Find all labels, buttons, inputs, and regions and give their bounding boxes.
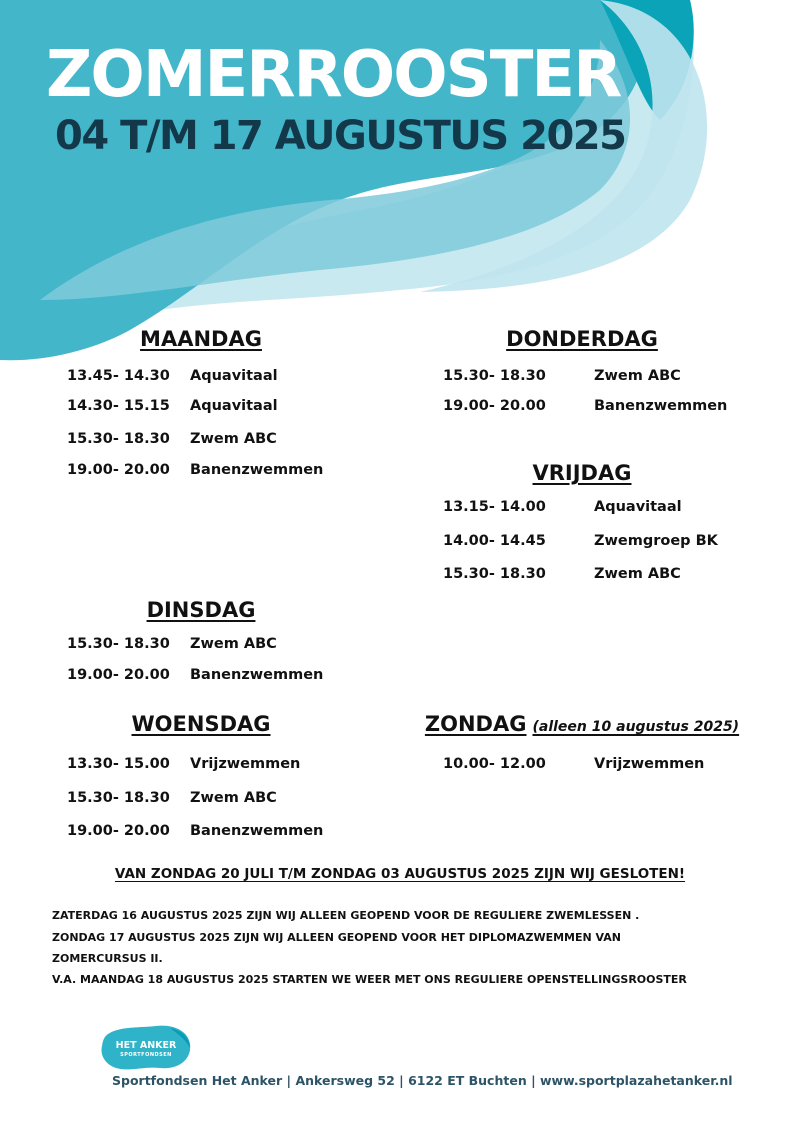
activity-name: Zwem ABC [594, 368, 681, 384]
page-title: ZOMERROOSTER [46, 38, 621, 112]
day-heading-donderdag: DONDERDAG [506, 327, 658, 351]
time-slot: 10.00- 12.00 [443, 756, 546, 772]
time-slot: 19.00- 20.00 [67, 462, 170, 478]
activity-name: Zwem ABC [190, 636, 277, 652]
activity-name: Vrijzwemmen [594, 756, 705, 772]
activity-name: Banenzwemmen [190, 462, 324, 478]
notice-line: ZATERDAG 16 AUGUSTUS 2025 ZIJN WIJ ALLEEN GEOPEND VOOR DE REGULIERE ZWEMLESSEN . [52, 909, 640, 922]
logo-line1: HET ANKER [115, 1040, 177, 1051]
date-range-subtitle: 04 T/M 17 AUGUSTUS 2025 [55, 113, 626, 159]
time-slot: 14.30- 15.15 [67, 398, 170, 414]
time-slot: 13.45- 14.30 [67, 368, 170, 384]
closed-period-notice: VAN ZONDAG 20 JULI T/M ZONDAG 03 AUGUSTUS 2025 ZIJN WIJ GESLOTEN! [114, 866, 686, 882]
activity-name: Aquavitaal [190, 368, 278, 384]
time-slot: 15.30- 18.30 [67, 636, 170, 652]
logo-line2: SPORTFONDSEN [120, 1052, 172, 1058]
day-heading-woensdag: WOENSDAG [131, 712, 271, 736]
activity-name: Aquavitaal [594, 499, 682, 515]
activity-name: Zwemgroep BK [594, 533, 718, 549]
activity-name: Banenzwemmen [190, 823, 324, 839]
activity-name: Zwem ABC [190, 431, 277, 447]
activity-name: Aquavitaal [190, 398, 278, 414]
time-slot: 13.15- 14.00 [443, 499, 546, 515]
zondag-note: (alleen 10 augustus 2025) [532, 719, 740, 735]
activity-name: Zwem ABC [594, 566, 681, 582]
notice-line: V.A. MAANDAG 18 AUGUSTUS 2025 STARTEN WE WEER MET ONS REGULIERE OPENSTELLINGSROOSTER [52, 973, 687, 986]
activity-name: Banenzwemmen [594, 398, 728, 414]
time-slot: 13.30- 15.00 [67, 756, 170, 772]
day-heading-zondag [425, 712, 739, 736]
time-slot: 15.30- 18.30 [443, 566, 546, 582]
day-heading-dinsdag: DINSDAG [146, 598, 256, 622]
activity-name: Vrijzwemmen [190, 756, 301, 772]
time-slot: 19.00- 20.00 [67, 823, 170, 839]
notice-line: ZONDAG 17 AUGUSTUS 2025 ZIJN WIJ ALLEEN GEOPEND VOOR HET DIPLOMAZWEMMEN VAN [52, 931, 622, 944]
day-heading-maandag: MAANDAG [140, 327, 262, 351]
time-slot: 15.30- 18.30 [67, 431, 170, 447]
time-slot: 15.30- 18.30 [443, 368, 546, 384]
notice-line: ZOMERCURSUS II. [52, 952, 163, 965]
time-slot: 14.00- 14.45 [443, 533, 546, 549]
footer-contact: Sportfondsen Het Anker | Ankersweg 52 | 6122 ET Buchten | www.sportplazahetanker.nl [112, 1073, 733, 1088]
activity-name: Banenzwemmen [190, 667, 324, 683]
time-slot: 15.30- 18.30 [67, 790, 170, 806]
logo-text [100, 1040, 192, 1058]
day-heading-zondag-label: ZONDAG [424, 712, 527, 736]
time-slot: 19.00- 20.00 [443, 398, 546, 414]
activity-name: Zwem ABC [190, 790, 277, 806]
time-slot: 19.00- 20.00 [67, 667, 170, 683]
day-heading-vrijdag: VRIJDAG [532, 461, 632, 485]
